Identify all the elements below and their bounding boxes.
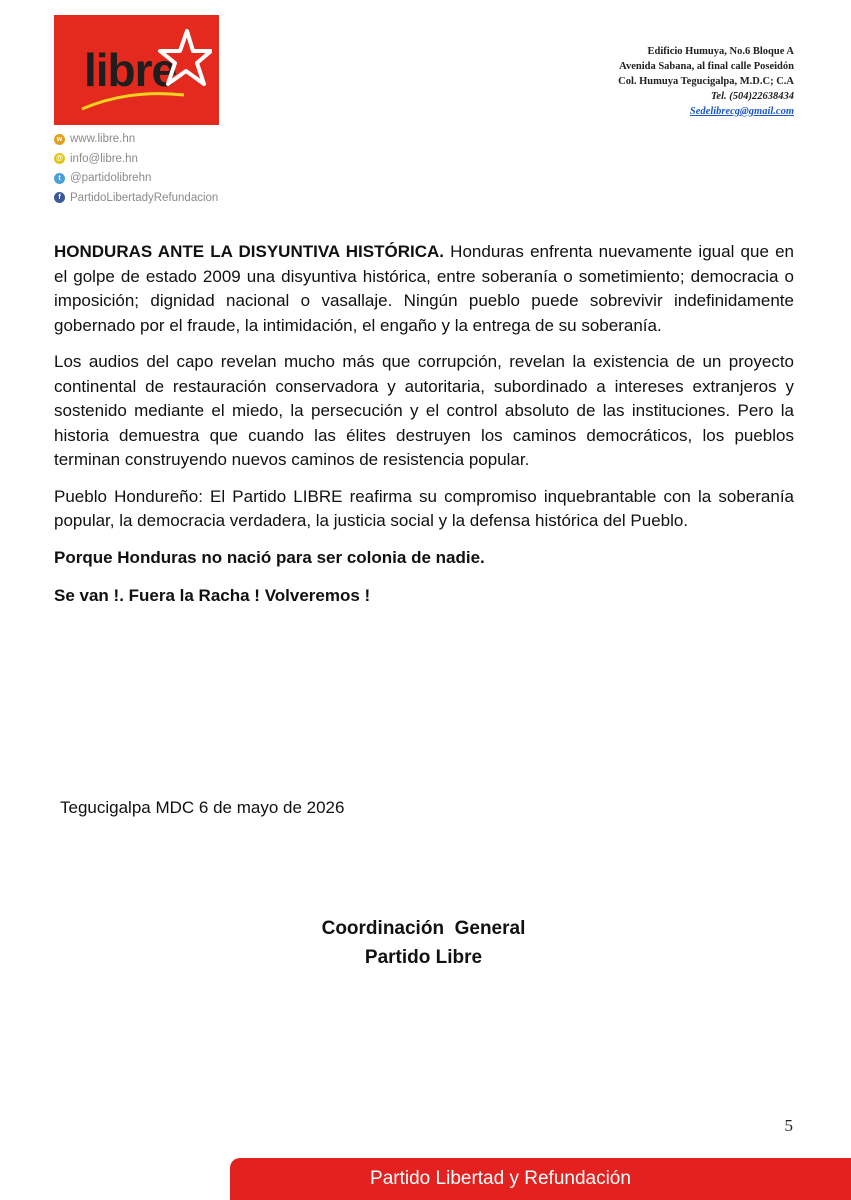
footer-text: Partido Libertad y Refundación bbox=[370, 1168, 631, 1189]
slogan-2: Se van !. Fuera la Racha ! Volveremos ! bbox=[54, 586, 371, 605]
statement-body bbox=[54, 240, 794, 623]
signature-block bbox=[0, 914, 851, 972]
address-line: Col. Humuya Tegucigalpa, M.D.C; C.A bbox=[618, 76, 794, 87]
email-link[interactable]: Sedelibrecg@gmail.com bbox=[689, 106, 794, 117]
date-line: Tegucigalpa MDC 6 de mayo de 2026 bbox=[60, 798, 345, 817]
signature-line-1: Coordinación General bbox=[321, 918, 526, 939]
email-icon: @ bbox=[54, 153, 65, 164]
logo-wordmark: libre bbox=[84, 44, 177, 96]
address-line: Edificio Humuya, No.6 Bloque A bbox=[647, 46, 794, 57]
statement-heading: HONDURAS ANTE LA DISYUNTIVA HISTÓRICA. bbox=[54, 242, 444, 261]
contact-twitter[interactable]: t @partidolibrehn bbox=[54, 169, 218, 187]
page-number: 5 bbox=[784, 1116, 793, 1135]
contact-email[interactable]: @ info@libre.hn bbox=[54, 150, 218, 168]
swoosh-icon bbox=[78, 75, 188, 115]
libre-logo bbox=[54, 15, 219, 125]
address-block bbox=[618, 44, 794, 119]
contact-list bbox=[54, 130, 218, 208]
contact-web[interactable]: w www.libre.hn bbox=[54, 130, 218, 148]
paragraph-2: Los audios del capo revelan mucho más que corrupción, revelan la existencia de un proyecto continental de restauración conservadora y autoritaria, subordinado a intereses extranjeros y sostenido mediante el miedo, la persecución y el control absoluto de las instituciones. Pero la historia demuestra que cuando las élites destruyen los caminos democráticos, los pueblos terminan construyendo nuevos caminos de resistencia popular. bbox=[54, 352, 794, 469]
telephone: Tel. (504)22638434 bbox=[710, 91, 794, 102]
twitter-icon: t bbox=[54, 173, 65, 184]
facebook-icon: f bbox=[54, 192, 65, 203]
address-line: Avenida Sabana, al final calle Poseidón bbox=[619, 61, 794, 72]
web-icon: w bbox=[54, 134, 65, 145]
footer-banner bbox=[230, 1158, 851, 1200]
paragraph-3: Pueblo Hondureño: El Partido LIBRE reafirma su compromiso inquebrantable con la soberanía popular, la democracia verdadera, la justicia social y la defensa histórica del Pueblo. bbox=[54, 486, 794, 530]
paragraph-1: HONDURAS ANTE LA DISYUNTIVA HISTÓRICA. Honduras enfrenta nuevamente igual que en el golpe de estado 2009 una disyuntiva histórica, entre soberanía o sometimiento; democracia o imposición; dignidad nacional o vasallaje. Ningún pueblo puede sobrevivir indefinidamente gobernado por el fraude, la intimidación, el engaño y la entrega de su soberanía. bbox=[54, 242, 795, 335]
slogan-1: Porque Honduras no nació para ser colonia de nadie. bbox=[54, 547, 485, 567]
contact-facebook[interactable]: f PartidoLibertadyRefundacion bbox=[54, 189, 218, 207]
signature-line-2: Partido Libre bbox=[364, 947, 483, 968]
